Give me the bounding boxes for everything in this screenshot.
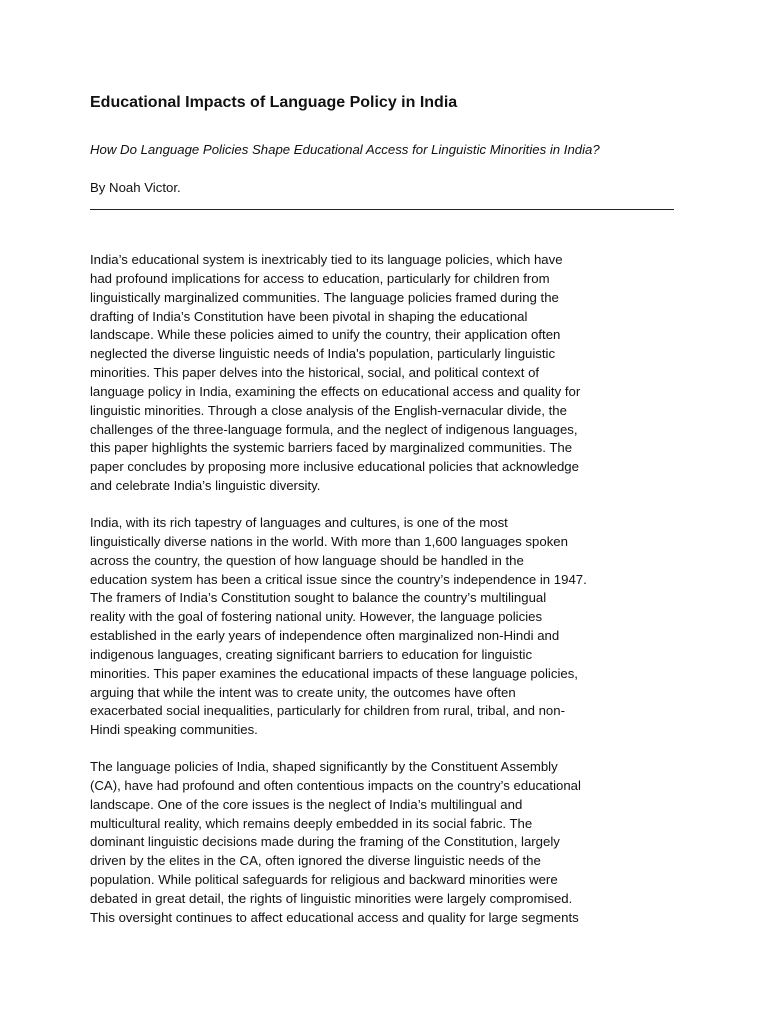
paragraph-line: linguistic minorities. Through a close analysis of the English-vernacular divide, the <box>90 402 567 418</box>
paragraph-line: This oversight continues to affect educational access and quality for large segments <box>90 909 579 925</box>
paragraph-policy-impacts <box>90 758 581 928</box>
paragraph-line: driven by the elites in the CA, often ignored the diverse linguistic needs of the <box>90 853 541 869</box>
paragraph-line: challenges of the three-language formula, and the neglect of indigenous languages, <box>90 421 578 437</box>
paragraph-line: (CA), have had profound and often contentious impacts on the country’s educational <box>90 777 581 793</box>
document-title: Educational Impacts of Language Policy in India <box>90 94 458 111</box>
paragraph-line: India’s educational system is inextricably tied to its language policies, which have <box>90 252 563 267</box>
paragraph-line: India, with its rich tapestry of languages and cultures, is one of the most <box>90 515 508 530</box>
paragraph-line: dominant linguistic decisions made during the framing of the Constitution, largely <box>90 834 560 850</box>
paragraph-line: linguistically diverse nations in the world. With more than 1,600 languages spoken <box>90 533 568 549</box>
author-byline: By Noah Victor. <box>90 180 181 195</box>
paragraph-line: this paper highlights the systemic barriers faced by marginalized communities. The <box>90 440 573 456</box>
paragraph-line: language policy in India, examining the effects on educational access and quality for <box>90 383 581 399</box>
paragraph-line: Hindi speaking communities. <box>90 722 258 738</box>
byline-divider <box>90 209 674 210</box>
paragraph-line: minorities. This paper delves into the historical, social, and political context of <box>90 365 540 381</box>
paragraph-line: across the country, the question of how language should be handled in the <box>90 552 524 568</box>
document-subtitle: How Do Language Policies Shape Educational Access for Linguistic Minorities in India? <box>90 142 600 157</box>
paragraph-line: neglected the diverse linguistic needs of India's population, particularly linguistic <box>90 346 556 362</box>
paragraph-line: minorities. This paper examines the educational impacts of these language policies, <box>90 665 578 681</box>
paragraph-line: multicultural reality, which remains deeply embedded in its social fabric. The <box>90 815 533 831</box>
paragraph-line: landscape. While these policies aimed to unify the country, their application often <box>90 327 561 343</box>
paragraph-line: drafting of India’s Constitution have been pivotal in shaping the educational <box>90 308 528 324</box>
paragraph-line: established in the early years of independence often marginalized non-Hindi and <box>90 628 560 644</box>
paragraph-line: had profound implications for access to education, particularly for children from <box>90 270 550 286</box>
paragraph-abstract <box>90 251 580 496</box>
paragraph-line: and celebrate India’s linguistic diversity. <box>90 478 321 494</box>
paragraph-line: indigenous languages, creating significant barriers to education for linguistic <box>90 646 533 662</box>
paragraph-line: linguistically marginalized communities. The language policies framed during the <box>90 289 559 305</box>
paragraph-introduction <box>90 514 587 740</box>
paragraph-line: exacerbated social inequalities, particularly for children from rural, tribal, and non- <box>90 703 565 719</box>
paragraph-line: education system has been a critical issue since the country’s independence in 1947. <box>90 571 587 587</box>
paragraph-line: debated in great detail, the rights of linguistic minorities were largely compromised. <box>90 890 573 906</box>
paragraph-line: landscape. One of the core issues is the neglect of India’s multilingual and <box>90 796 523 812</box>
paragraph-line: reality with the goal of fostering national unity. However, the language policies <box>90 609 543 625</box>
paragraph-line: The framers of India’s Constitution sought to balance the country’s multilingual <box>90 590 547 606</box>
paragraph-line: arguing that while the intent was to create unity, the outcomes have often <box>90 684 516 700</box>
paragraph-line: population. While political safeguards for religious and backward minorities were <box>90 872 558 888</box>
paragraph-line: paper concludes by proposing more inclusive educational policies that acknowledge <box>90 459 579 475</box>
paragraph-line: The language policies of India, shaped significantly by the Constituent Assembly <box>90 759 558 774</box>
